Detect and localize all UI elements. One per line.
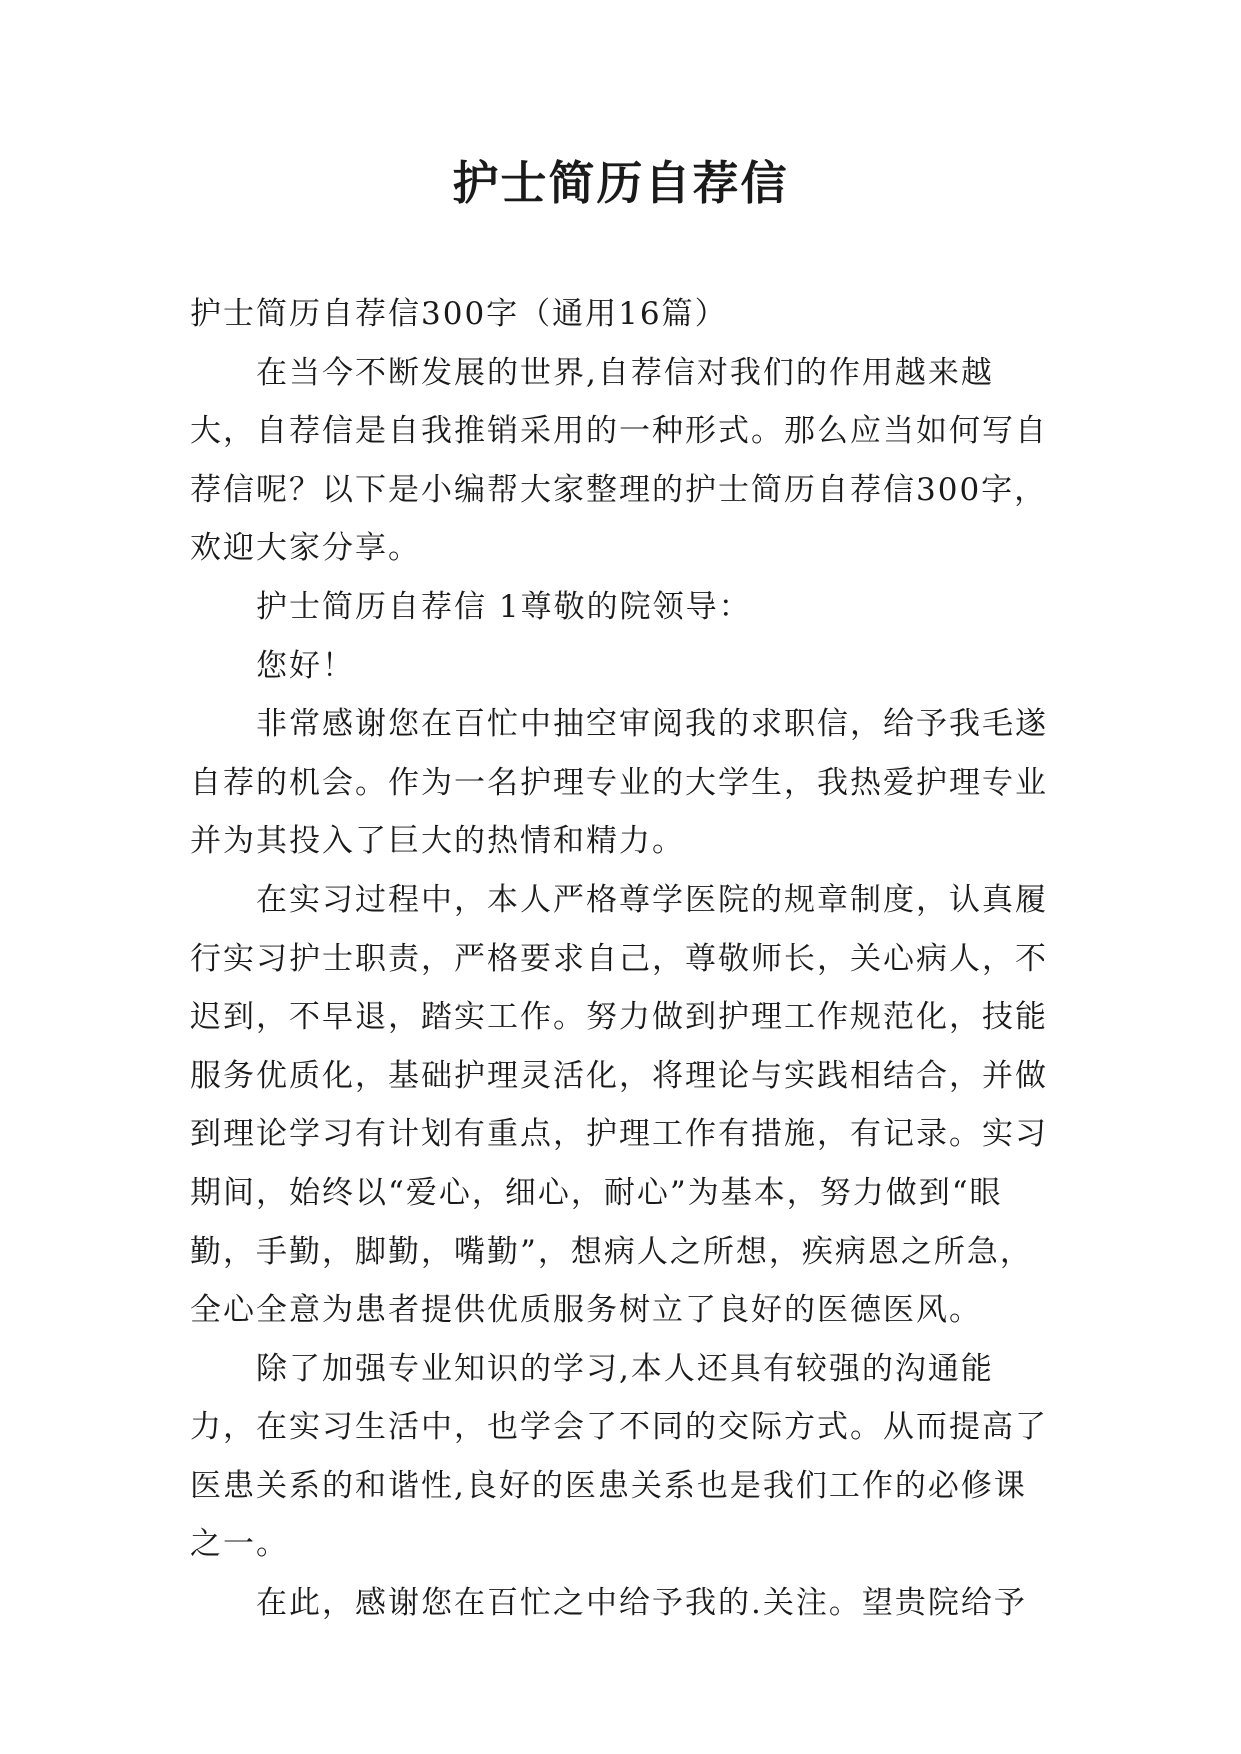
greeting: 您好！ [256,647,355,684]
letter-heading: 护士简历自荐信 1尊敬的院领导： [256,588,752,625]
document-body [190,285,1056,1633]
intro-paragraph: 在当今不断发展的世界,自荐信对我们的作用越来越大，自荐信是自我推销采用的一种形式。那么应当如何写自荐信呢？以下是小编帮大家整理的护士简历自荐信300字，欢迎大家分享。 [190,354,1048,567]
document-subtitle: 护士简历自荐信300字（通用16篇） [190,296,728,332]
body-paragraph: 在实习过程中，本人严格尊学医院的规章制度，认真履行实习护士职责，严格要求自己，尊敬师长，关心病人，不迟到，不早退，踏实工作。努力做到护理工作规范化，技能服务优质化，基础护理灵活化，将理论与实践相结合，并做到理论学习有计划有重点，护理工作有措施，有记录。实习期间，始终以“爱心，细心，耐心”为基本，努力做到“眼勤，手勤，脚勤，嘴勤”，想病人之所想，疾病恩之所急，全心全意为患者提供优质服务树立了良好的医德医风。 [190,881,1048,1329]
closing-paragraph: 在此，感谢您在百忙之中给予我的.关注。望贵院给予 [256,1585,1027,1622]
body-paragraph: 除了加强专业知识的学习,本人还具有较强的沟通能力，在实习生活中，也学会了不同的交际方式。从而提高了医患关系的和谐性,良好的医患关系也是我们工作的必修课之一。 [190,1350,1048,1563]
document-title: 护士简历自荐信 [452,156,789,210]
body-paragraph: 非常感谢您在百忙中抽空审阅我的求职信，给予我毛遂自荐的机会。作为一名护理专业的大学生，我热爱护理专业并为其投入了巨大的热情和精力。 [190,706,1048,860]
